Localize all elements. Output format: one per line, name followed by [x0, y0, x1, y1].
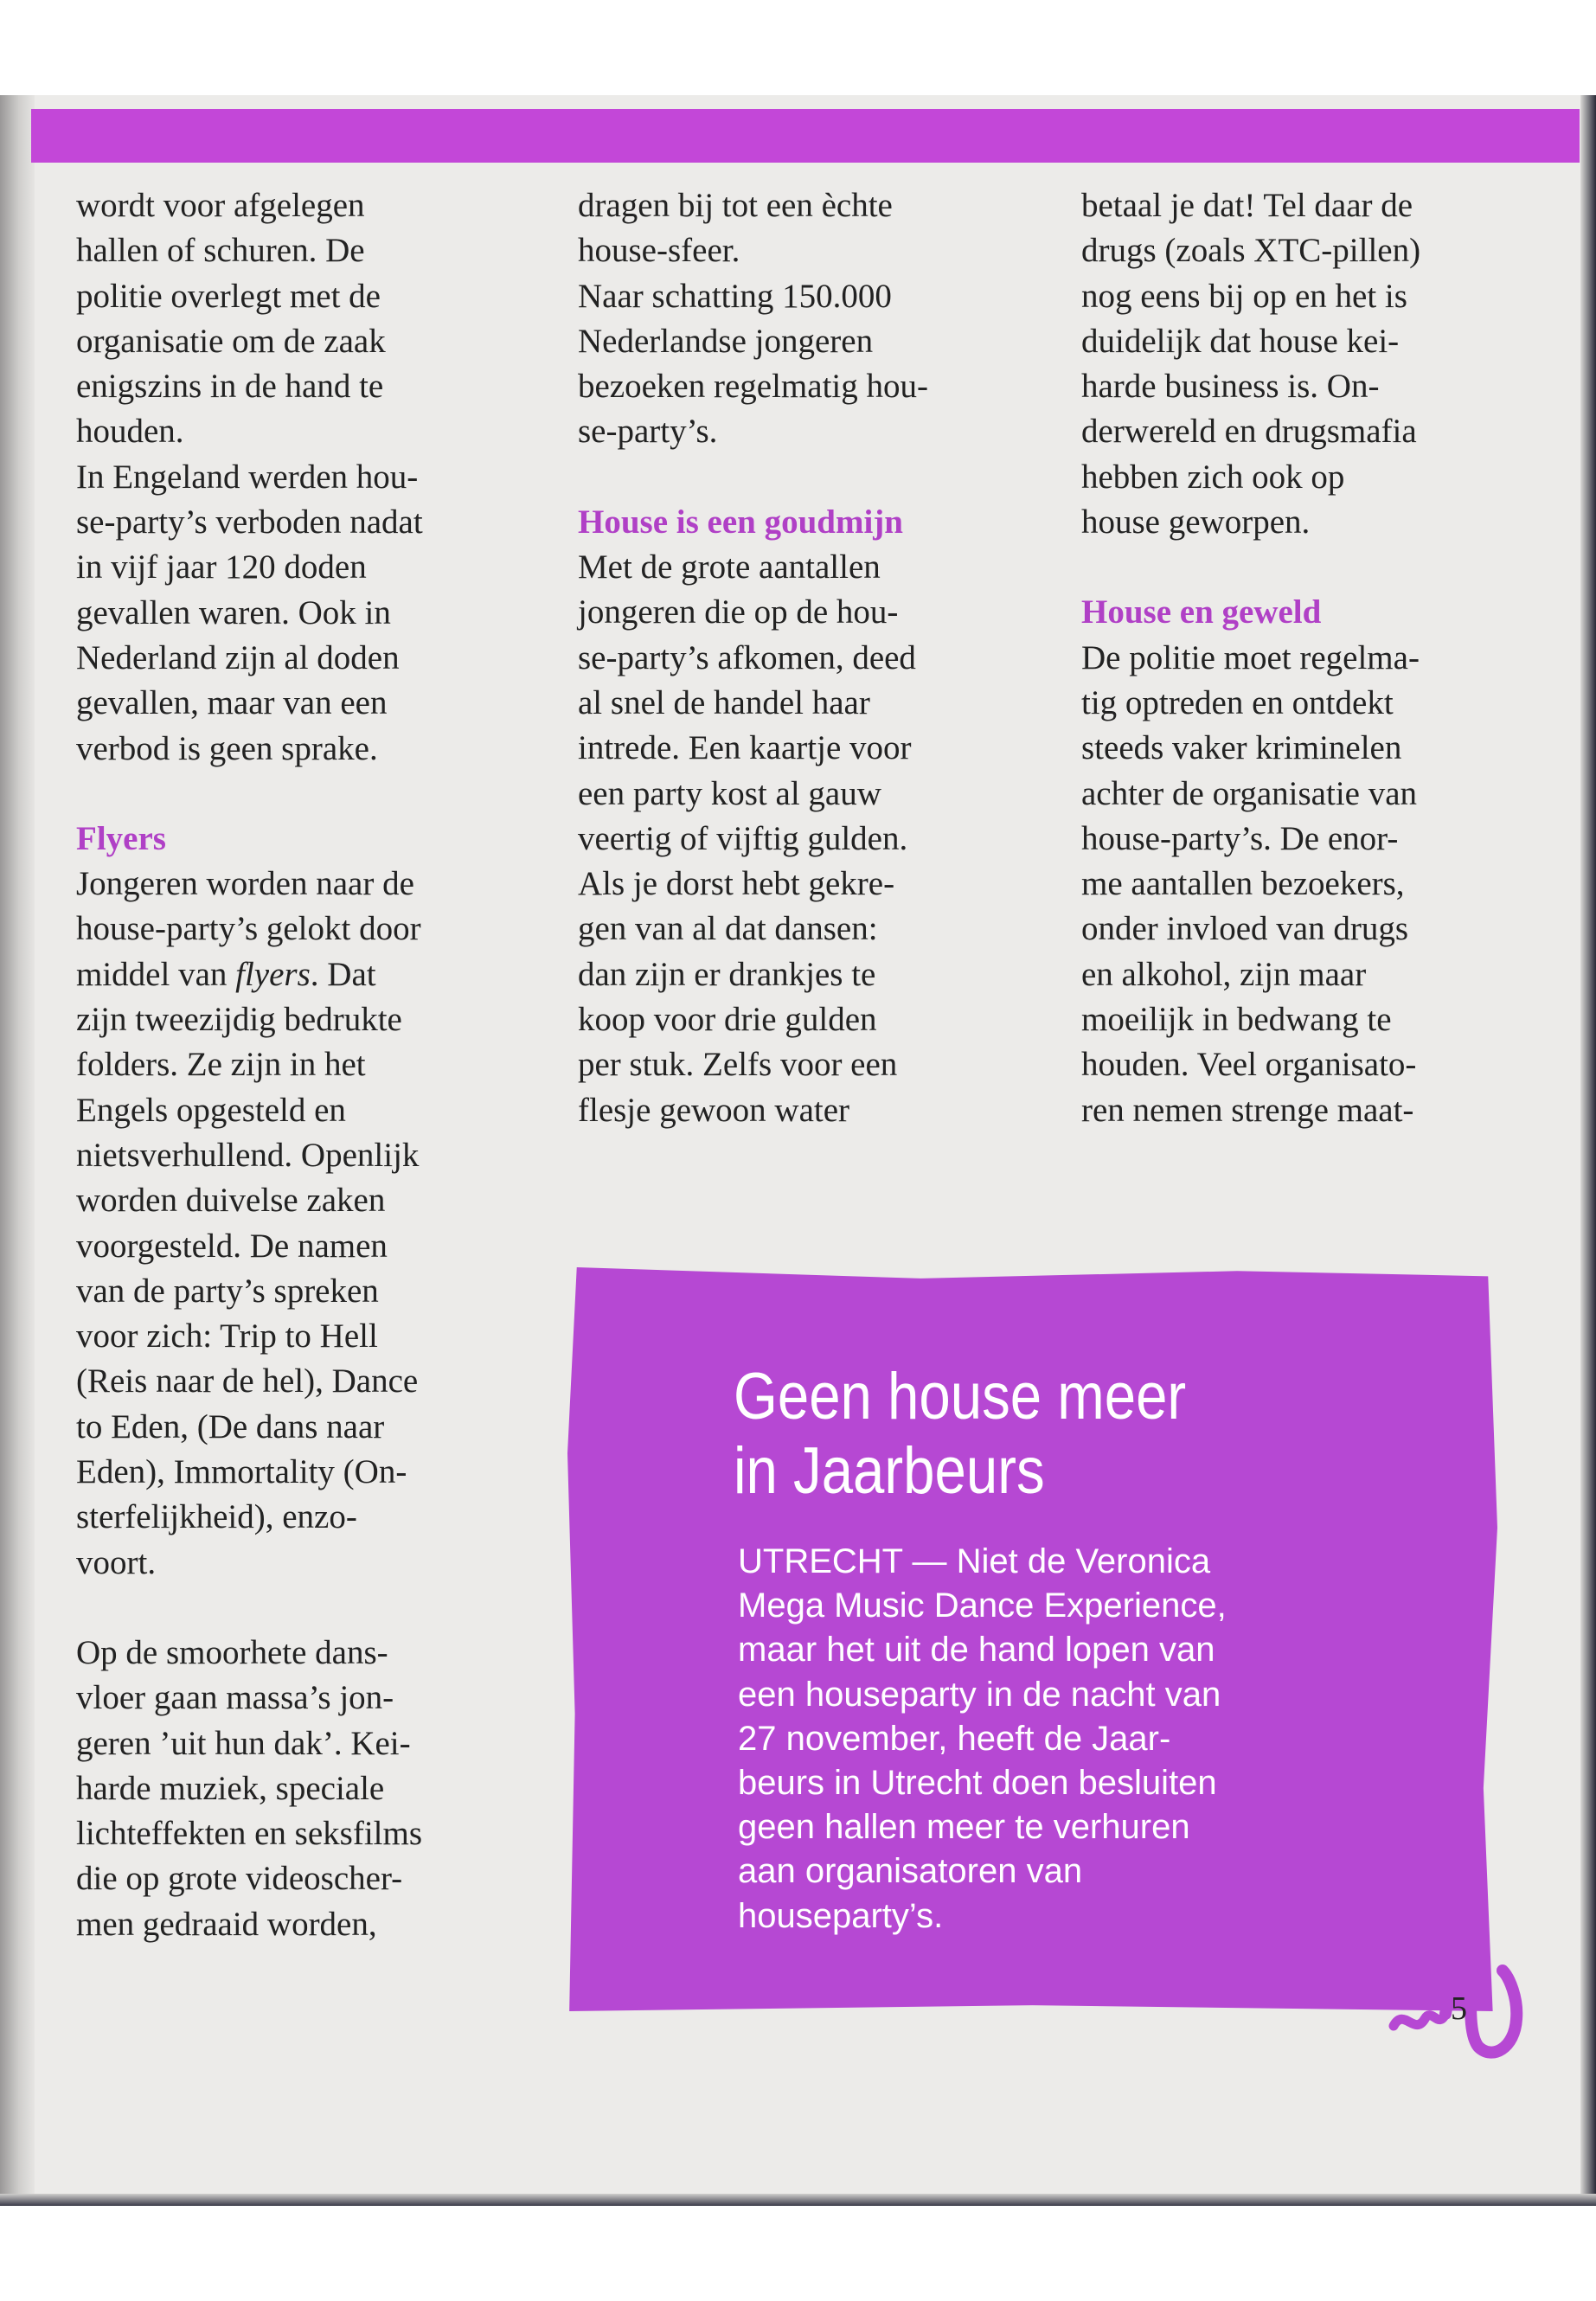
text-line: die op grote videoscher-	[76, 1860, 403, 1898]
col1-block1	[76, 183, 509, 772]
text-line: se-party’s afkomen, deed	[578, 638, 916, 676]
page-binding-shadow	[0, 95, 35, 2206]
heading-flyers: Flyers	[76, 819, 166, 857]
text-line: achter de organisatie van	[1081, 774, 1418, 812]
text-line: Engels opgesteld en	[76, 1091, 346, 1129]
callout-body	[738, 1540, 1395, 1939]
text-line: nietsverhullend. Openlijk	[76, 1136, 420, 1174]
text-line: gevallen, maar van een	[76, 684, 388, 722]
text-line: maar het uit de hand lopen van	[738, 1631, 1215, 1670]
text-line: geen hallen meer te verhuren	[738, 1808, 1190, 1847]
text-line: in vijf jaar 120 doden	[76, 548, 367, 586]
text-line: gevallen waren. Ook in	[76, 593, 391, 631]
text-line: me aantallen bezoekers,	[1081, 865, 1405, 903]
paragraph-gap	[76, 772, 509, 817]
text-line: voorgesteld. De namen	[76, 1227, 388, 1265]
text-line: een party kost al gauw	[578, 774, 881, 812]
text-line: aan organisatoren van	[738, 1852, 1083, 1891]
callout-title	[734, 1360, 1343, 1509]
text-line: Jongeren worden naar de	[76, 865, 414, 903]
text-line: In Engeland werden hou-	[76, 458, 419, 496]
text-line: harde muziek, speciale	[76, 1769, 385, 1807]
text-line: enigszins in de hand te	[76, 368, 384, 406]
article-column-2	[578, 183, 1028, 1133]
text-line: tig optreden en ontdekt	[1081, 683, 1394, 721]
text-line: al snel de handel haar	[578, 683, 870, 721]
text-line: lichteffekten en seksfilms	[76, 1815, 422, 1853]
text-line: se-party’s.	[578, 413, 718, 451]
text-line: voort.	[76, 1543, 157, 1581]
text-line: nog eens bij op en het is	[1081, 277, 1407, 315]
text-line: duidelijk dat house kei-	[1081, 322, 1400, 360]
text-line: Naar schatting 150.000	[578, 277, 892, 315]
text-line: politie overlegt met de	[76, 277, 381, 315]
text-line: houden.	[76, 413, 184, 451]
text-line: house-sfeer.	[578, 232, 740, 270]
article-column-1	[76, 183, 509, 1947]
text-line: Als je dorst hebt gekre-	[578, 865, 895, 903]
text-line: organisatie om de zaak	[76, 322, 386, 360]
text-line: een houseparty in de nacht van	[738, 1675, 1221, 1714]
col2-block1	[578, 183, 1028, 455]
text-line: moeilijk in bedwang te	[1081, 1001, 1392, 1039]
text-line: steeds vaker kriminelen	[1081, 729, 1402, 767]
text-line	[76, 952, 509, 997]
text-line: derwereld en drugsmafia	[1081, 413, 1417, 451]
text-line: UTRECHT — Niet de Veronica	[738, 1542, 1211, 1580]
text-line: koop voor drie gulden	[578, 1001, 877, 1039]
text-line: hallen of schuren. De	[76, 232, 365, 270]
text-line: wordt voor afgelegen	[76, 187, 365, 224]
text-line: beurs in Utrecht doen besluiten	[738, 1764, 1217, 1803]
text-line: zijn tweezijdig bedrukte	[76, 1001, 402, 1039]
text-line: Nederlandse jongeren	[578, 322, 874, 360]
text-line: dan zijn er drankjes te	[578, 955, 876, 993]
text-line: to Eden, (De dans naar	[76, 1407, 385, 1445]
article-column-3	[1081, 183, 1531, 1133]
text-line: Eden), Immortality (On-	[76, 1453, 407, 1491]
italic-term-flyers: flyers	[235, 955, 311, 993]
col1-block2	[76, 997, 509, 1586]
text-line: dragen bij tot een èchte	[578, 187, 893, 224]
col3-block1	[1081, 183, 1531, 545]
page-right-edge	[1580, 95, 1596, 2206]
text-line: jongeren die op de hou-	[578, 593, 899, 631]
text-line: house-party’s. De enor-	[1081, 819, 1399, 857]
text-line: geren ’uit hun dak’. Kei-	[76, 1724, 411, 1762]
text-line: folders. Ze zijn in het	[76, 1046, 366, 1084]
text-line: Nederland zijn al doden	[76, 638, 400, 676]
text-line: se-party’s verboden nadat	[76, 503, 423, 542]
text-line: harde business is. On-	[1081, 368, 1380, 406]
text-line: voor zich: Trip to Hell	[76, 1317, 378, 1356]
paragraph-gap	[1081, 545, 1531, 590]
top-color-bar	[31, 109, 1580, 163]
text-line: houden. Veel organisato-	[1081, 1046, 1417, 1084]
col2-block2	[578, 545, 1028, 1133]
text-line: intrede. Een kaartje voor	[578, 729, 912, 767]
text-line: house geworpen.	[1081, 503, 1311, 542]
page-number: 5	[1451, 1990, 1467, 2027]
text-line: betaal je dat! Tel daar de	[1081, 187, 1413, 224]
text-line: Op de smoorhete dans-	[76, 1633, 388, 1671]
text-line: en alkohol, zijn maar	[1081, 955, 1367, 993]
heading-goudmijn: House is een goudmijn	[578, 503, 903, 541]
text-line: ren nemen strenge maat-	[1081, 1091, 1414, 1129]
text-line: houseparty’s.	[738, 1896, 944, 1935]
text-line: 27 november, heeft de Jaar-	[738, 1719, 1171, 1758]
text-line: house-party’s gelokt door	[76, 910, 421, 948]
text-line: gen van al dat dansen:	[578, 910, 878, 948]
col3-block2	[1081, 636, 1531, 1133]
text-line: sterfelijkheid), enzo-	[76, 1498, 357, 1536]
text-line: onder invloed van drugs	[1081, 910, 1409, 948]
text-line: Geen house meer	[734, 1360, 1187, 1433]
text-line: drugs (zoals XTC-pillen)	[1081, 232, 1421, 270]
text-line: verbod is geen sprake.	[76, 729, 378, 767]
heading-geweld: House en geweld	[1081, 593, 1322, 631]
text-line: vloer gaan massa’s jon-	[76, 1679, 394, 1717]
text-fragment: . Dat	[310, 955, 376, 993]
paragraph-gap	[76, 1586, 509, 1631]
text-fragment: middel van	[76, 955, 236, 993]
col1-block3	[76, 1631, 509, 1947]
text-line: bezoeken regelmatig hou-	[578, 368, 928, 406]
text-line: Mega Music Dance Experience,	[738, 1586, 1227, 1625]
text-line: van de party’s spreken	[76, 1272, 379, 1310]
paragraph-gap	[578, 455, 1028, 500]
text-line: veertig of vijftig gulden.	[578, 819, 908, 857]
text-line: flesje gewoon water	[578, 1091, 850, 1129]
text-line: De politie moet regelma-	[1081, 638, 1420, 676]
page-bottom-edge	[0, 2194, 1596, 2206]
text-line: Met de grote aantallen	[578, 548, 881, 586]
text-line: men gedraaid worden,	[76, 1905, 377, 1943]
text-line: hebben zich ook op	[1081, 458, 1345, 496]
text-line: (Reis naar de hel), Dance	[76, 1362, 419, 1400]
text-line: per stuk. Zelfs voor een	[578, 1046, 898, 1084]
text-line: in Jaarbeurs	[734, 1434, 1045, 1508]
text-line: worden duivelse zaken	[76, 1182, 386, 1220]
